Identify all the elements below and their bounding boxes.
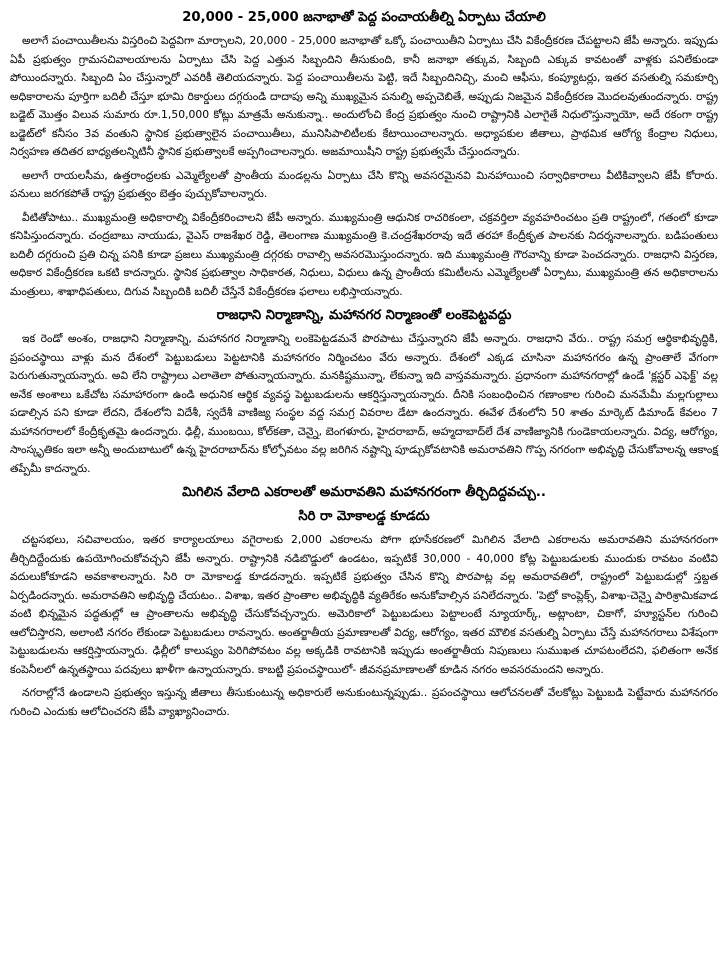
paragraph: చట్టసభలు, సచివాలయం, ఇతర కార్యాలయాలు వగైరాలకు 2,000 ఎకరాలను పోగా భూసేకరణలో మిగిలిన వేలాది ఎకరాలను అమరావతిని మహానగరంగా తీర్చిదిద్దేందుకు ఉపయోగించుకోవచ్చని జేపీ అన్నారు. రాష్ట్రానికి నడిబొడ్డులో ఉండటం, ఇప్పటికే 30,000 - 40,000 కోట్ల పెట్టుబడులకు ముందుకు రావటం వంటివి వదులుకోకూడని అవకాశాలన్నారు. సిరి రా మోకాలడ్డ కూడదన్నారు. ఇప్పటికే ప్రభుత్వం చేసిన కొన్ని పొరపాట్ల వల్ల అమరావతిలో, రాష్ట్రంలో పెట్టుబడుల్లో స్తబ్దత ఏర్పడిందన్నారు. అమరావతిని అభివృద్ధి చేయటం.. విశాఖ, ఇతర ప్రాంతాల అభివృద్ధికి వ్యతిరేకం అనుకోవాల్సిన పనిలేదన్నారు. 'పెట్రో కాంప్లెక్స్, విశాఖ-చెన్నై పారిశ్రామికవాడ వంటి భిన్నమైన పద్ధతుల్లో ఆ ప్రాంతాలను అభివృద్ధి చేసుకోవచ్చన్నారు. అమెరికాలో పెట్టుబడులు పెట్టాలంటే న్యూయార్క్, అట్లాంటా, చికాగో, హ్యూస్టన్‌ల గురించి ఆలోచిస్తారని, అలాంటి నగరం లేకుండా పెట్టుబడులు రావన్నారు. అంతర్జాతీయ ప్రమాణాలతో విద్య, ఆరోగ్యం, ఇతర మౌలిక వసతుల్ని ఏర్పాటు చేస్తే మహానగరాలు విశేషంగా పెట్టుబడులను ఆకర్షిస్తాయన్నారు. ఢిల్లీలో కాలుష్యం పెరిగిపోవటం వల్ల అక్కడికి రావటానికి ఇప్పుడు అంతర్జాతీయ నిపుణులు సుముఖత చూపటంలేదని, ఫలితంగా అనేక కంపెనీలలో ఉన్నతస్థాయి పదవులు ఖాళీగా ఉన్నాయన్నారు. కాబట్టి ప్రపంచస్థాయిలో- జీవనప్రమాణాలతో కూడిన నగరం అవసరమందని అన్నారు. xyxy=(10,533,718,676)
section-capital xyxy=(10,306,718,478)
paragraph: ఇక రెండో అంశం, రాజధాని నిర్మాణాన్ని, మహానగర నిర్మాణాన్ని లంకెపెట్టడమనే పొరపాటు చేస్తున్నారని జేపీ అన్నారు. రాజధాని వేరు.. రాష్ట్ర సమగ్ర ఆర్థికాభివృద్ధికి, ప్రపంచస్థాయి వాళ్లు మన దేశంలో పెట్టుబడులు పెట్టటానికి మహానగరం నిర్మించటం వేరు అన్నారు. దేశంలో ఎక్కడ చూసినా మహానగరం ఉన్న ప్రాంతాలే వేగంగా పెరుగుతున్నాయన్నారు. అవి లేని రాష్ట్రాలు ఎలాతెలా పోతున్నాయన్నారు. మనకిష్టమున్నా, లేకున్నా ఇది వాస్తవమన్నారు. ప్రధానంగా మహానగరాల్లో ఉండే 'క్లస్టర్ ఎఫెక్ట్' వల్ల అనేక అంశాలు ఒకేచోట సమాహారంగా ఉండి అధునిక ఆర్థిక వ్యవస్థ పెట్టుబడులను ఆకర్షిస్తున్నాయన్నారు. దీనికి సంబంధించిన గణాంకాల గురించి మనమేమీ మల్లగుల్లాలు పడాల్సిన పని కూడా లేదని, దేశంలోని విదేశీ, స్వదేశీ వాణిజ్య సంస్థల వద్ద సమగ్ర వివరాల డేటా ఉందన్నారు. ఈవేళ దేశంలోని 50 శాతం మార్కెట్ డిమాండ్ కేవలం 7 మహానగరాలలో కేంద్రీకృతమై ఉందన్నారు. ఢిల్లీ, ముంబయి, కోల్‌కతా, చెన్నై, బెంగళూరు, హైదరాబాద్, అహ్మదాబాద్‌లే దేశ వాణిజ్యానికి గుండెకాయలన్నారు. విద్య, ఆరోగ్యం, సాంస్కృతికం ఇలా అన్నీ అందుబాటులో ఉన్న హైదరాబాద్‌ను కోల్పోవటం వల్ల జరిగిన నష్టాన్ని పూడ్చుకోవటానికి అమరావతిని గొప్ప నగరంగా అభివృద్ధి చేసుకోవాలన్న ఆకాంక్ష తప్పేమీ కాదన్నారు. xyxy=(10,332,718,475)
paragraph: నగరాల్లోనే ఉండాలని ప్రభుత్వం ఇస్తున్న జీతాలు తీసుకుంటున్న అధికారులే అనుకుంటున్నప్పుడు.. ప్రపంచస్థాయి ఆలోచనలతో వేలకోట్లు పెట్టుబడి పెట్టేవారు మహానగరం గురించి ఎందుకు ఆలోచించరని జేపీ వ్యాఖ్యానించారు. xyxy=(10,686,718,718)
paragraph: అలాగే రాయలసీమ, ఉత్తరాంధ్రలకు ఎమ్మెల్యేలతో ప్రాంతీయ మండల్లను ఏర్పాటు చేసి కొన్ని అవసరమైనవి మినహాయించి సర్వాధికారాలు వీటికివ్వాలని జేపీ కోరారు. పనులు జరగకపోతే రాష్ట్ర ప్రభుత్వం బెత్తం పుచ్చుకోవాలన్నారు. xyxy=(10,168,718,200)
paragraph: అలాగే పంచాయితీలను విస్తరించి పెద్దవిగా మార్చాలని, 20,000 - 25,000 జనాభాతో ఒక్కో పంచాయితీని ఏర్పాటు చేసి వికేంద్రీకరణ చేపట్టాలని జేపీ అన్నారు. ఇప్పుడు ఏపీ ప్రభుత్వం గ్రామసచివాలయాలను ఏర్పాటు చేసి పెద్ద ఎత్తున సిబ్బందిని తీసుకుంది, కానీ జనాభా తక్కువ, సిబ్బంది ఎక్కువ కావటంతో వాళ్లకు పనిలేకుండా పోయిందన్నారు. సిబ్బంది ఏం చేస్తున్నారో ఎవరికీ తెలియదన్నారు. పెద్ద పంచాయితీలను పెట్టి, ఇదే సిబ్బందినిచ్చి, మంచి ఆఫీసు, కంప్యూటర్లు, ఇతర వసతుల్ని సమకూర్చి అధికారాలను పూర్తిగా బదిలీ చేస్తూ భూమి రికార్డులు దగ్గరుండి దాదాపు అన్ని ముఖ్యమైన పనుల్ని అప్పచెబితే, అప్పుడు నిజమైన వికేంద్రీకరణ మొదలవుతుందన్నారు. రాష్ట్ర బడ్జెట్ మొత్తం విలువ సుమారు రూ.1,50,000 కోట్లు మాత్రమే అనుకున్నా.. అందులోంచి కేంద్ర ప్రభుత్వం నుంచి రాష్ట్రానికి ఎలాగైతే నిధులొస్తున్నాయో, అదే రకంగా రాష్ట్ర బడ్జెట్‌లో కనీసం 3వ వంతుని స్థానిక ప్రభుత్వాలైన పంచాయితీలు, మునిసిపాలిటీలకు కేటాయించాలన్నారు. అధ్యాపకుల జీతాలు, ప్రాథమిక ఆరోగ్య కేంద్రాల నిధులు, నిర్వహణ తదితర బాధ్యతలన్నిటినీ స్థానిక ప్రభుత్వాలకే అప్పగించాలన్నారు. అజమాయిషీని రాష్ట్ర ప్రభుత్వమే చేస్తుందన్నారు. xyxy=(10,34,718,158)
section-heading: రాజధాని నిర్మాణాన్ని, మహానగర నిర్మాణంతో లంకెపెట్టవద్దు xyxy=(216,308,512,323)
section-amaravati xyxy=(10,483,718,721)
paragraph: వీటితోపాటు.. ముఖ్యమంత్రి అధికారాల్ని వికేంద్రీకరించాలని జేపీ అన్నారు. ముఖ్యమంత్రి ఆధునిక రాచరికంలా, చక్రవర్తిలా వ్యవహరించటం ప్రతి రాష్ట్రంలో, గతంలో కూడా కనిపిస్తుందన్నారు. చంద్రబాబు నాయుడు, వైఎస్ రాజశేఖర రెడ్డి, తెలంగాణ ముఖ్యమంత్రి కె.చంద్రశేఖరరావు ఇదే తరహా కేంద్రీకృత పాలనకు నిదర్శనాలన్నారు. బడిపంతులు బదిలీ దగ్గరుంచి ప్రతి చిన్న పనికి కూడా ప్రజలు ముఖ్యమంత్రి దగ్గరకు రావాల్సి అవసరమొస్తుందన్నారు. ఇది ముఖ్యమంత్రి గౌరవాన్ని కూడా పెంచదన్నారు. రాజధాని విస్తరణ, అధికార వికేంద్రీకరణ ఒకటి కాదన్నారు. స్థానిక ప్రభుత్వాల సాధికారత, నిధులు, విధులు ఉన్న ప్రాంతీయ కమిటీలను ఎమ్మెల్యేలతో ఏర్పాటు, ముఖ్యమంత్రి తన అధికారాలను మంత్రులు, శాఖాధిపతులు, దిగువ సిబ్బందికి బదిలీ చేస్తేనే వికేంద్రీకరణ ఫలాలు లభిస్తాయన్నారు. xyxy=(10,210,718,298)
section-heading: మిగిలిన వేలాది ఎకరాలతో అమరావతిని మహానగరంగా తీర్చిదిద్దవచ్చు.. xyxy=(182,485,546,500)
section-subheading: సిరి రా మోకాలడ్డ కూడదు xyxy=(298,509,430,524)
section-heading: 20,000 - 25,000 జనాభాతో పెద్ద పంచాయతీల్ని ఏర్పాటు చేయాలి xyxy=(182,10,546,25)
section-panchayats xyxy=(10,8,718,301)
